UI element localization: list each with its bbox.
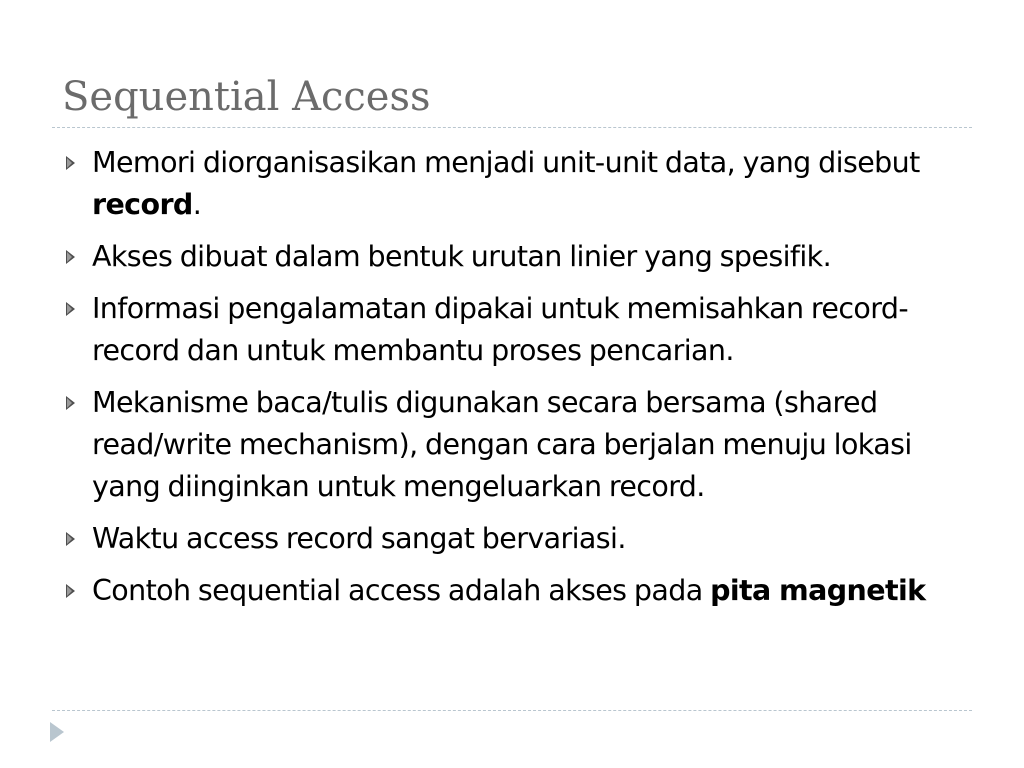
triangle-bullet-icon — [66, 302, 75, 316]
list-item — [62, 570, 972, 612]
slide-title: Sequential Access — [62, 74, 431, 120]
title-divider — [52, 127, 972, 128]
triangle-bullet-icon — [66, 156, 75, 170]
bullet-list — [62, 142, 972, 622]
triangle-bullet-icon — [66, 584, 75, 598]
bullet-text-part: Memori diorganisasikan menjadi unit-unit data, yang disebut — [92, 146, 920, 179]
bullet-text — [92, 288, 972, 372]
play-arrow-icon[interactable] — [50, 722, 64, 742]
triangle-bullet-icon — [66, 250, 75, 264]
triangle-bullet-icon — [66, 532, 75, 546]
list-item — [62, 518, 972, 560]
bullet-text — [92, 142, 972, 226]
bullet-bold-term: record — [92, 188, 193, 221]
list-item — [62, 142, 972, 226]
bullet-text — [92, 518, 972, 560]
triangle-bullet-icon — [66, 396, 75, 410]
list-item — [62, 382, 972, 508]
bullet-bold-term: pita magnetik — [710, 574, 926, 607]
bullet-text — [92, 382, 972, 508]
bullet-text-part: Contoh sequential access adalah akses pada — [92, 574, 711, 607]
list-item — [62, 288, 972, 372]
bullet-text-part: Waktu access record sangat bervariasi. — [92, 522, 626, 555]
list-item — [62, 236, 972, 278]
bullet-text — [92, 570, 972, 612]
bullet-text — [92, 236, 972, 278]
bullet-text-part: Informasi pengalamatan dipakai untuk memisahkan record-record dan untuk membantu proses pencarian. — [92, 292, 909, 367]
bullet-text-part: Akses dibuat dalam bentuk urutan linier yang spesifik. — [92, 240, 832, 273]
footer-divider — [52, 710, 972, 711]
bullet-text-end: . — [192, 188, 202, 221]
bullet-text-part: Mekanisme baca/tulis digunakan secara bersama (shared read/write mechanism), dengan cara berjalan menuju lokasi yang diinginkan untuk mengeluarkan record. — [92, 386, 912, 503]
